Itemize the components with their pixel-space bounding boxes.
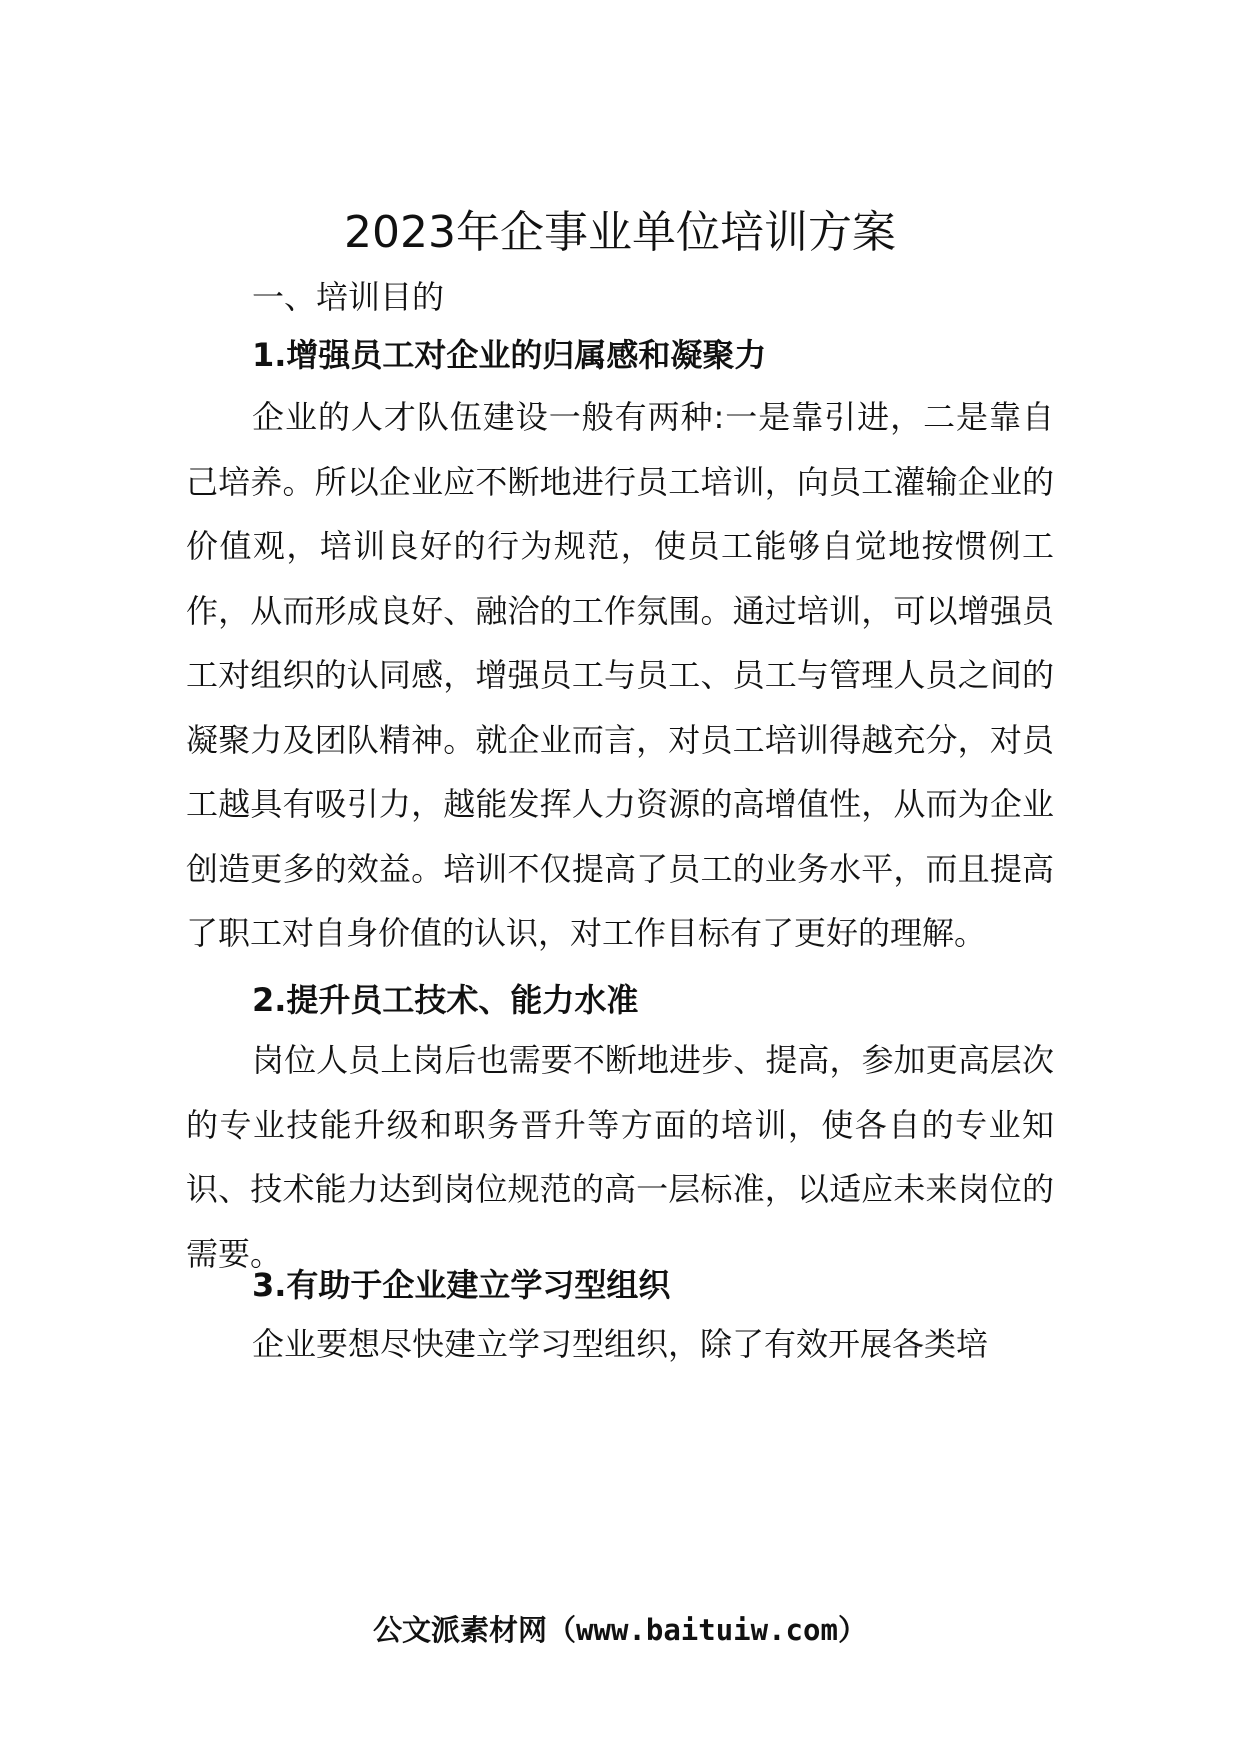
paragraph-text: 企业的人才队伍建设一般有两种:一是靠引进，二是靠自己培养。所以企业应不断地进行员工培训，向员工灌输企业的价值观，培训良好的行为规范，使员工能够自觉地按惯例工作，从而形成良好、融洽的工作氛围。通过培训，可以增强员工对组织的认同感，增强员工与员工、员工与管理人员之间的凝聚力及团队精神。就企业而言，对员工培训得越充分，对员工越具有吸引力，越能发挥人力资源的高增值性，从而为企业创造更多的效益。培训不仅提高了员工的业务水平，而且提高了职工对自身价值的认识，对工作目标有了更好的理解。 — [186, 398, 1054, 952]
item-paragraph-2 — [186, 1028, 1054, 1286]
footer-url: www.baituiw.com — [576, 1613, 838, 1647]
paragraph-text: 企业要想尽快建立学习型组织，除了有效开展各类培 — [252, 1325, 989, 1363]
footer-open-paren: （ — [547, 1613, 577, 1647]
footer-close-paren: ） — [837, 1613, 867, 1647]
item-paragraph-1 — [186, 385, 1054, 966]
document-title: 2023年企事业单位培训方案 — [344, 207, 896, 258]
section-heading-purpose: 一、培训目的 — [252, 278, 445, 316]
paragraph-text: 岗位人员上岗后也需要不断地进步、提高，参加更高层次的专业技能升级和职务晋升等方面的培训，使各自的专业知识、技术能力达到岗位规范的高一层标准，以适应未来岗位的需要。 — [186, 1041, 1054, 1273]
footer-site-name: 公文派素材网 — [373, 1613, 548, 1647]
item-heading-3: 3.有助于企业建立学习型组织 — [252, 1266, 671, 1304]
footer-watermark — [0, 1608, 1240, 1652]
item-paragraph-3 — [186, 1312, 1054, 1377]
item-heading-2: 2.提升员工技术、能力水准 — [252, 981, 639, 1019]
item-heading-1: 1.增强员工对企业的归属感和凝聚力 — [252, 336, 767, 374]
